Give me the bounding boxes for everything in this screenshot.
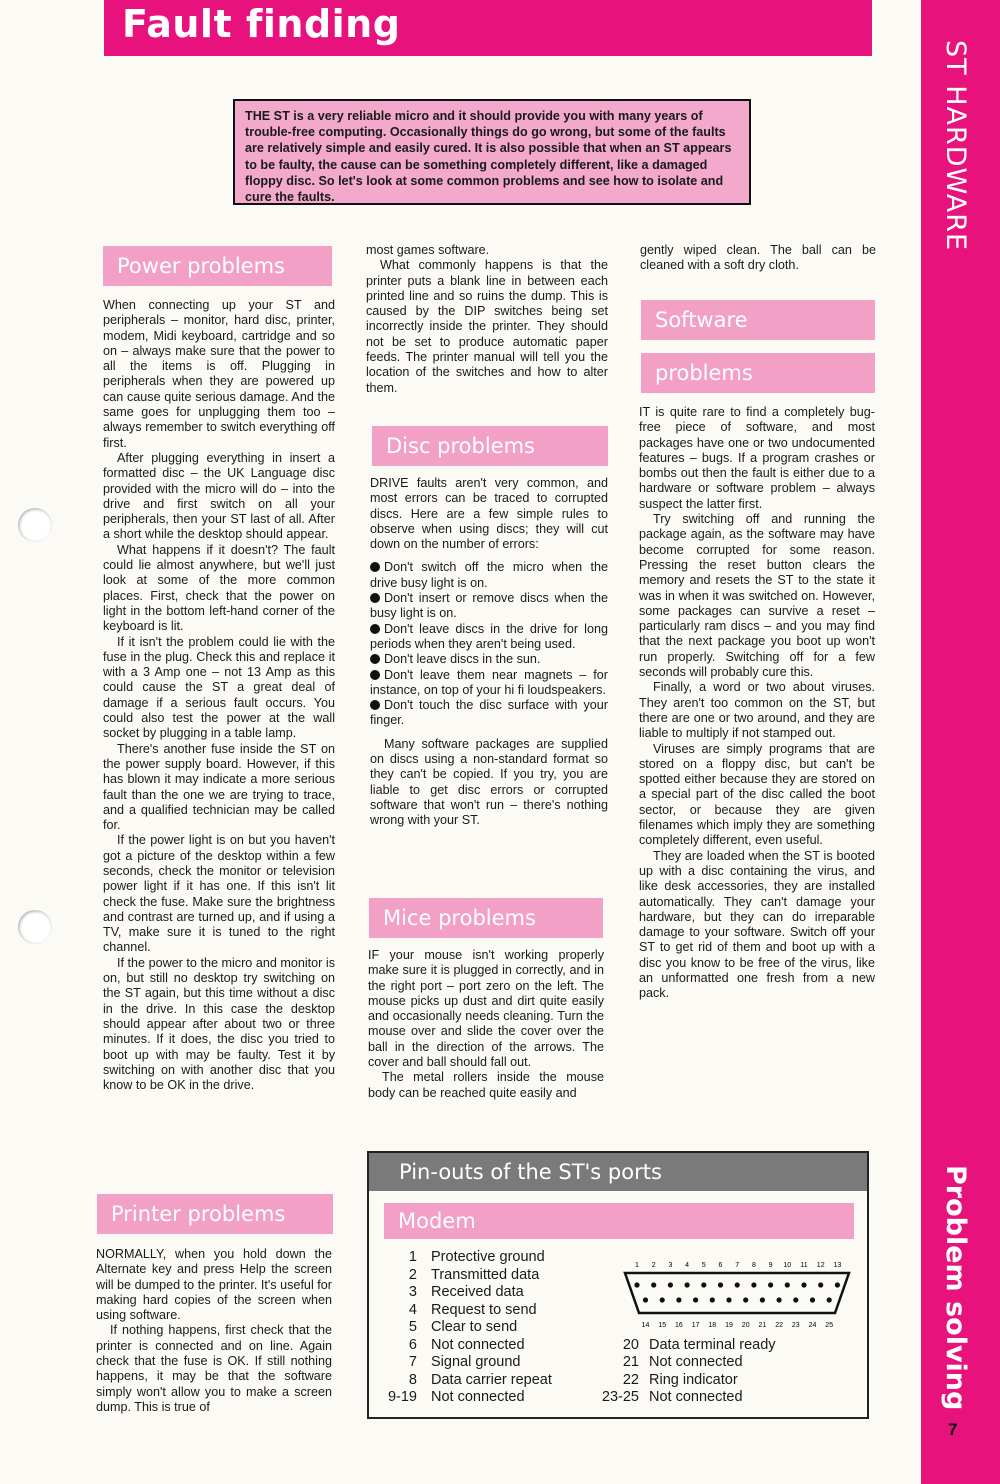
- binder-hole: [18, 508, 52, 542]
- pin-number: 8: [408, 1371, 417, 1388]
- bullet-icon: [370, 593, 380, 603]
- pin-label-bottom: 17: [691, 1322, 700, 1329]
- bullet-item: Don't leave them near magnets – for instance, on top of your hi fi loudspeakers.: [370, 667, 608, 697]
- pin-row: [369, 1337, 525, 1355]
- column-mice: [368, 948, 604, 1101]
- pin-label: Clear to send: [431, 1319, 518, 1335]
- heading-mice-problems: Mice problems: [369, 898, 603, 938]
- pin-label: Transmitted data: [431, 1266, 540, 1283]
- connector-pin: [793, 1297, 798, 1302]
- heading-power-problems: Power problems: [103, 246, 332, 286]
- pin-label-bottom: 18: [708, 1322, 717, 1329]
- paragraph: There's another fuse inside the ST on the power supply board. However, if this has blown it may indicate a more serious fault than the one we are trying to trace, and a qualified technician may be called for.: [103, 741, 335, 833]
- connector-pin: [735, 1282, 740, 1287]
- bullet-icon: [370, 624, 380, 634]
- pin-label-top: 9: [768, 1262, 773, 1269]
- paragraph: Finally, a word or two about viruses. They aren't too common on the ST, but there are one or two around, and they are liable to multiply if not stamped out.: [639, 680, 875, 741]
- pin-number: 4: [408, 1301, 417, 1318]
- binder-hole: [18, 910, 52, 944]
- connector-pin: [777, 1297, 782, 1302]
- column-power: [103, 298, 335, 1093]
- pin-number: 9-19: [387, 1389, 417, 1405]
- paragraph: Try switching off and running the package again, as the software may have become corrupted for some reason. Pressing the reset button clears the memory and resets the ST to the state it was in when it was switched on. However, some packages can survive a reset – particularly ram discs – and you may find that the next package you boot up won't run properly. Switching off for a few seconds will probably cure this.: [639, 512, 875, 680]
- connector-shell: [625, 1273, 849, 1313]
- pin-label: Request to send: [431, 1301, 537, 1318]
- pin-number: 3: [408, 1284, 417, 1300]
- bullet-item: Don't insert or remove discs when the busy light is on.: [370, 591, 608, 621]
- pin-row: [583, 1354, 743, 1372]
- paragraph: Viruses are simply programs that are stored on a floppy disc, but can't be spotted either because they are stored on a special part of the disc called the boot sector, or because they are given filenames which imply they are something completely different, even useful.: [639, 741, 875, 848]
- connector-pin: [768, 1282, 773, 1287]
- chapter-label: Problem solving: [940, 1165, 971, 1411]
- paragraph: They are loaded when the ST is booted up with a disc containing the virus, and like desk accessories, they are installed automatically. They can't damage your hardware, but they can do irreparable damage to your software. Switch off your ST to get rid of them and boot up with a disc you know to be free of the virus, like an unformatted one fresh from a new pack.: [639, 848, 875, 1001]
- pin-label: Protective ground: [431, 1249, 545, 1265]
- pin-number: 2: [408, 1266, 417, 1283]
- pin-label-top: 4: [685, 1262, 690, 1269]
- connector-pin: [751, 1282, 756, 1287]
- paragraph: What commonly happens is that the printer puts a blank line in between each printed line and so ruins the dump. This is caused by the DIP switches being set incorrectly inside the printer. They should not be set to produce automatic paper feeds. The printer manual will tell you the location of the switches and how to alter them.: [366, 258, 608, 395]
- bullet-item: Don't leave discs in the sun.: [370, 652, 608, 667]
- paragraph: If the power light is on but you haven't got a picture of the desktop within a few seconds, check the monitor or television power light if it has one. If this isn't lit check the fuse. Make sure the brightness and contrast are turned up, and if using a TV, make sure it is tuned to the right channel.: [103, 833, 335, 955]
- pin-label-top: 6: [718, 1262, 723, 1269]
- pin-label-bottom: 21: [758, 1322, 767, 1329]
- intro-box: THE ST is a very reliable micro and it should provide you with many years of trouble-free computing. Occasionally things do go wrong, but some of the faults are relatively simple and easily cured. It is also possible that when an ST appears to be faulty, the cause can be something completely different, like a damaged floppy disc. So let's look at some common problems and see how to isolate and cure the faults.: [233, 99, 751, 205]
- paragraph: DRIVE faults aren't very common, and most errors can be traced to corrupted discs. Here are a few simple rules to observe when using discs; they will cut down on the number of errors:: [370, 476, 608, 552]
- pin-label-bottom: 22: [775, 1322, 783, 1329]
- bullet-icon: [370, 700, 380, 710]
- pin-label-bottom: 15: [658, 1322, 667, 1329]
- pin-label-top: 2: [651, 1262, 656, 1269]
- heading-disc-problems: Disc problems: [372, 426, 608, 466]
- pin-row: [369, 1372, 552, 1390]
- bullet-icon: [370, 654, 380, 664]
- connector-pin: [785, 1282, 790, 1287]
- paragraph: If the power to the micro and monitor is on, but still no desktop try switching on the ST again, but this time without a disc in the drive. In this case the desktop should appear after about two or three minutes. If it does, the disc you tried to boot up with may be faulty. Test it by switching on with another disc that you know to be OK in the drive.: [103, 955, 335, 1093]
- pin-label-top: 1: [635, 1262, 639, 1269]
- pin-row: [583, 1337, 776, 1355]
- connector-pin: [818, 1282, 823, 1287]
- pin-label-bottom: 16: [675, 1322, 683, 1329]
- heading-problems: problems: [641, 353, 875, 393]
- pin-label-bottom: 23: [791, 1322, 800, 1329]
- pin-number: 21: [622, 1354, 639, 1370]
- pin-number: 23-25: [601, 1389, 639, 1405]
- connector-pin: [835, 1282, 840, 1287]
- connector-pin: [743, 1297, 748, 1302]
- bullet-item: Don't switch off the micro when the drive busy light is on.: [370, 560, 608, 590]
- paragraph: most games software.: [366, 243, 490, 257]
- pin-label: Data terminal ready: [649, 1336, 776, 1353]
- pin-label-top: 11: [800, 1262, 808, 1269]
- heading-software: Software: [641, 300, 875, 340]
- connector-pin: [810, 1297, 815, 1302]
- paragraph: The metal rollers inside the mouse body can be reached quite easily and: [368, 1070, 604, 1100]
- connector-pin: [710, 1297, 715, 1302]
- pin-label-bottom: 14: [641, 1322, 650, 1329]
- pinouts-title: Pin-outs of the ST's ports: [369, 1153, 867, 1191]
- pin-label-top: 13: [833, 1262, 842, 1269]
- column-printer: [96, 1247, 332, 1415]
- pin-row: [369, 1389, 525, 1407]
- connector-pin: [660, 1297, 665, 1302]
- pinouts-panel: [367, 1151, 869, 1419]
- connector-pin: [693, 1297, 698, 1302]
- bullet-icon: [370, 670, 380, 680]
- connector-pin: [760, 1297, 765, 1302]
- pin-label-top: 10: [783, 1262, 792, 1269]
- connector-pin: [827, 1297, 832, 1302]
- connector-pin: [668, 1282, 673, 1287]
- pin-label: Not connected: [431, 1336, 525, 1353]
- pin-row: [369, 1249, 545, 1267]
- pin-label-top: 5: [701, 1262, 706, 1269]
- title-banner: [104, 0, 872, 56]
- pin-label: Ring indicator: [649, 1371, 738, 1388]
- bullet-icon: [370, 562, 380, 572]
- page-number: 7: [948, 1420, 958, 1439]
- pin-row: [369, 1302, 537, 1320]
- pin-number: 20: [622, 1336, 639, 1353]
- connector-pin: [643, 1297, 648, 1302]
- paragraph: After plugging everything in insert a formatted disc – the UK Language disc provided with the micro will do – into the drive and first switch on all your peripherals, then your ST last of all. After a short while the desktop should appear.: [103, 450, 335, 542]
- pin-number: 6: [408, 1336, 417, 1353]
- column-software: [639, 405, 875, 1002]
- modem-heading: Modem: [384, 1203, 854, 1239]
- pin-row: [583, 1389, 743, 1407]
- pin-label: Not connected: [431, 1389, 525, 1405]
- bullet-item: Don't touch the disc surface with your finger.: [370, 698, 608, 728]
- pin-label: Signal ground: [431, 1354, 521, 1370]
- connector-pin: [726, 1297, 731, 1302]
- paragraph: If nothing happens, first check that the printer is connected and on line. Again check that the fuse is OK. If still nothing happens, it may be that the software simply won't allow you to make a screen dump. This is true of: [96, 1323, 332, 1414]
- heading-printer-problems: Printer problems: [97, 1194, 333, 1234]
- pin-label-top: 3: [668, 1262, 673, 1269]
- paragraph: If it isn't the problem could lie with the fuse in the plug. Check this and replace it with a 3 Amp one – not 13 Amp as this could cause the ST a great deal of damage if a serious fault occurs. You could also test the power at the wall socket by plugging in a table lamp.: [103, 634, 335, 741]
- connector-pin: [685, 1282, 690, 1287]
- pin-number: 5: [408, 1319, 417, 1335]
- connector-pin: [651, 1282, 656, 1287]
- pin-label: Received data: [431, 1284, 524, 1300]
- connector-pin: [701, 1282, 706, 1287]
- paragraph: IT is quite rare to find a completely bug-free piece of software, and most packages have one or two undocumented features – bugs. If a program crashes or bombs out then the fault is either due to a hardware or software problem – always suspect the latter first.: [639, 405, 875, 511]
- paragraph: gently wiped clean. The ball can be cleaned with a soft dry cloth.: [640, 243, 876, 273]
- pin-label-top: 8: [751, 1262, 756, 1269]
- paragraph: What happens if it doesn't? The fault could lie almost anywhere, but we'll just look at some of the more common places. First, check that the power on light in the bottom left-hand corner of the keyboard is lit.: [103, 542, 335, 634]
- paragraph: NORMALLY, when you hold down the Alternate key and press Help the screen will be dumped to the printer. It's useful for making hard copies of the screen when using software.: [96, 1247, 332, 1323]
- paragraph: IF your mouse isn't working properly make sure it is plugged in correctly, and in the right port – port zero on the left. The mouse picks up dust and dirt quite easily and occasionally needs cleaning. Turn the mouse over and slide the cover over the ball in the direction of the arrows. The cover and ball should fall out.: [368, 948, 604, 1070]
- paragraph: When connecting up your ST and peripherals – monitor, hard disc, printer, modem, Midi keyboard, cartridge and so on – always make sure that the power to all the items is off. Plugging in peripherals when they are powered up can cause quite serious damage. And the same goes for unplugging them too – always remember to switch everything off first.: [103, 298, 335, 450]
- page-title: Fault finding: [122, 2, 401, 46]
- connector-pin: [676, 1297, 681, 1302]
- pin-label: Not connected: [649, 1354, 743, 1370]
- connector-pin: [634, 1282, 639, 1287]
- pin-label-top: 7: [735, 1262, 740, 1269]
- pin-row: [369, 1267, 539, 1285]
- pin-row: [369, 1319, 517, 1337]
- column-printer-cont: [366, 243, 608, 396]
- pin-label-bottom: 19: [725, 1322, 733, 1329]
- pin-number: 7: [408, 1354, 417, 1370]
- connector-pin: [801, 1282, 806, 1287]
- pin-label: Not connected: [649, 1389, 743, 1405]
- pin-label-top: 12: [816, 1262, 825, 1269]
- connector-pin: [718, 1282, 723, 1287]
- pin-label-bottom: 24: [808, 1322, 817, 1329]
- pin-label: Data carrier repeat: [431, 1371, 552, 1388]
- column-disc: [370, 476, 608, 829]
- pin-row: [369, 1284, 524, 1302]
- pin-number: 1: [408, 1249, 417, 1265]
- pin-number: 22: [622, 1371, 639, 1388]
- column-mice-cont: [640, 243, 876, 274]
- paragraph: Many software packages are supplied on discs using a non-standard format so they can't be copied. If you try, you are liable to get disc errors or corrupted software that won't run – there's nothing wrong with your ST.: [370, 736, 608, 828]
- section-label: ST HARDWARE: [940, 40, 971, 252]
- pin-row: [583, 1372, 738, 1390]
- pin-label-bottom: 25: [825, 1322, 834, 1329]
- db25-connector-icon: [621, 1257, 853, 1337]
- pin-row: [369, 1354, 521, 1372]
- bullet-item: Don't leave discs in the drive for long periods when they aren't being used.: [370, 621, 608, 651]
- pin-label-bottom: 20: [741, 1322, 750, 1329]
